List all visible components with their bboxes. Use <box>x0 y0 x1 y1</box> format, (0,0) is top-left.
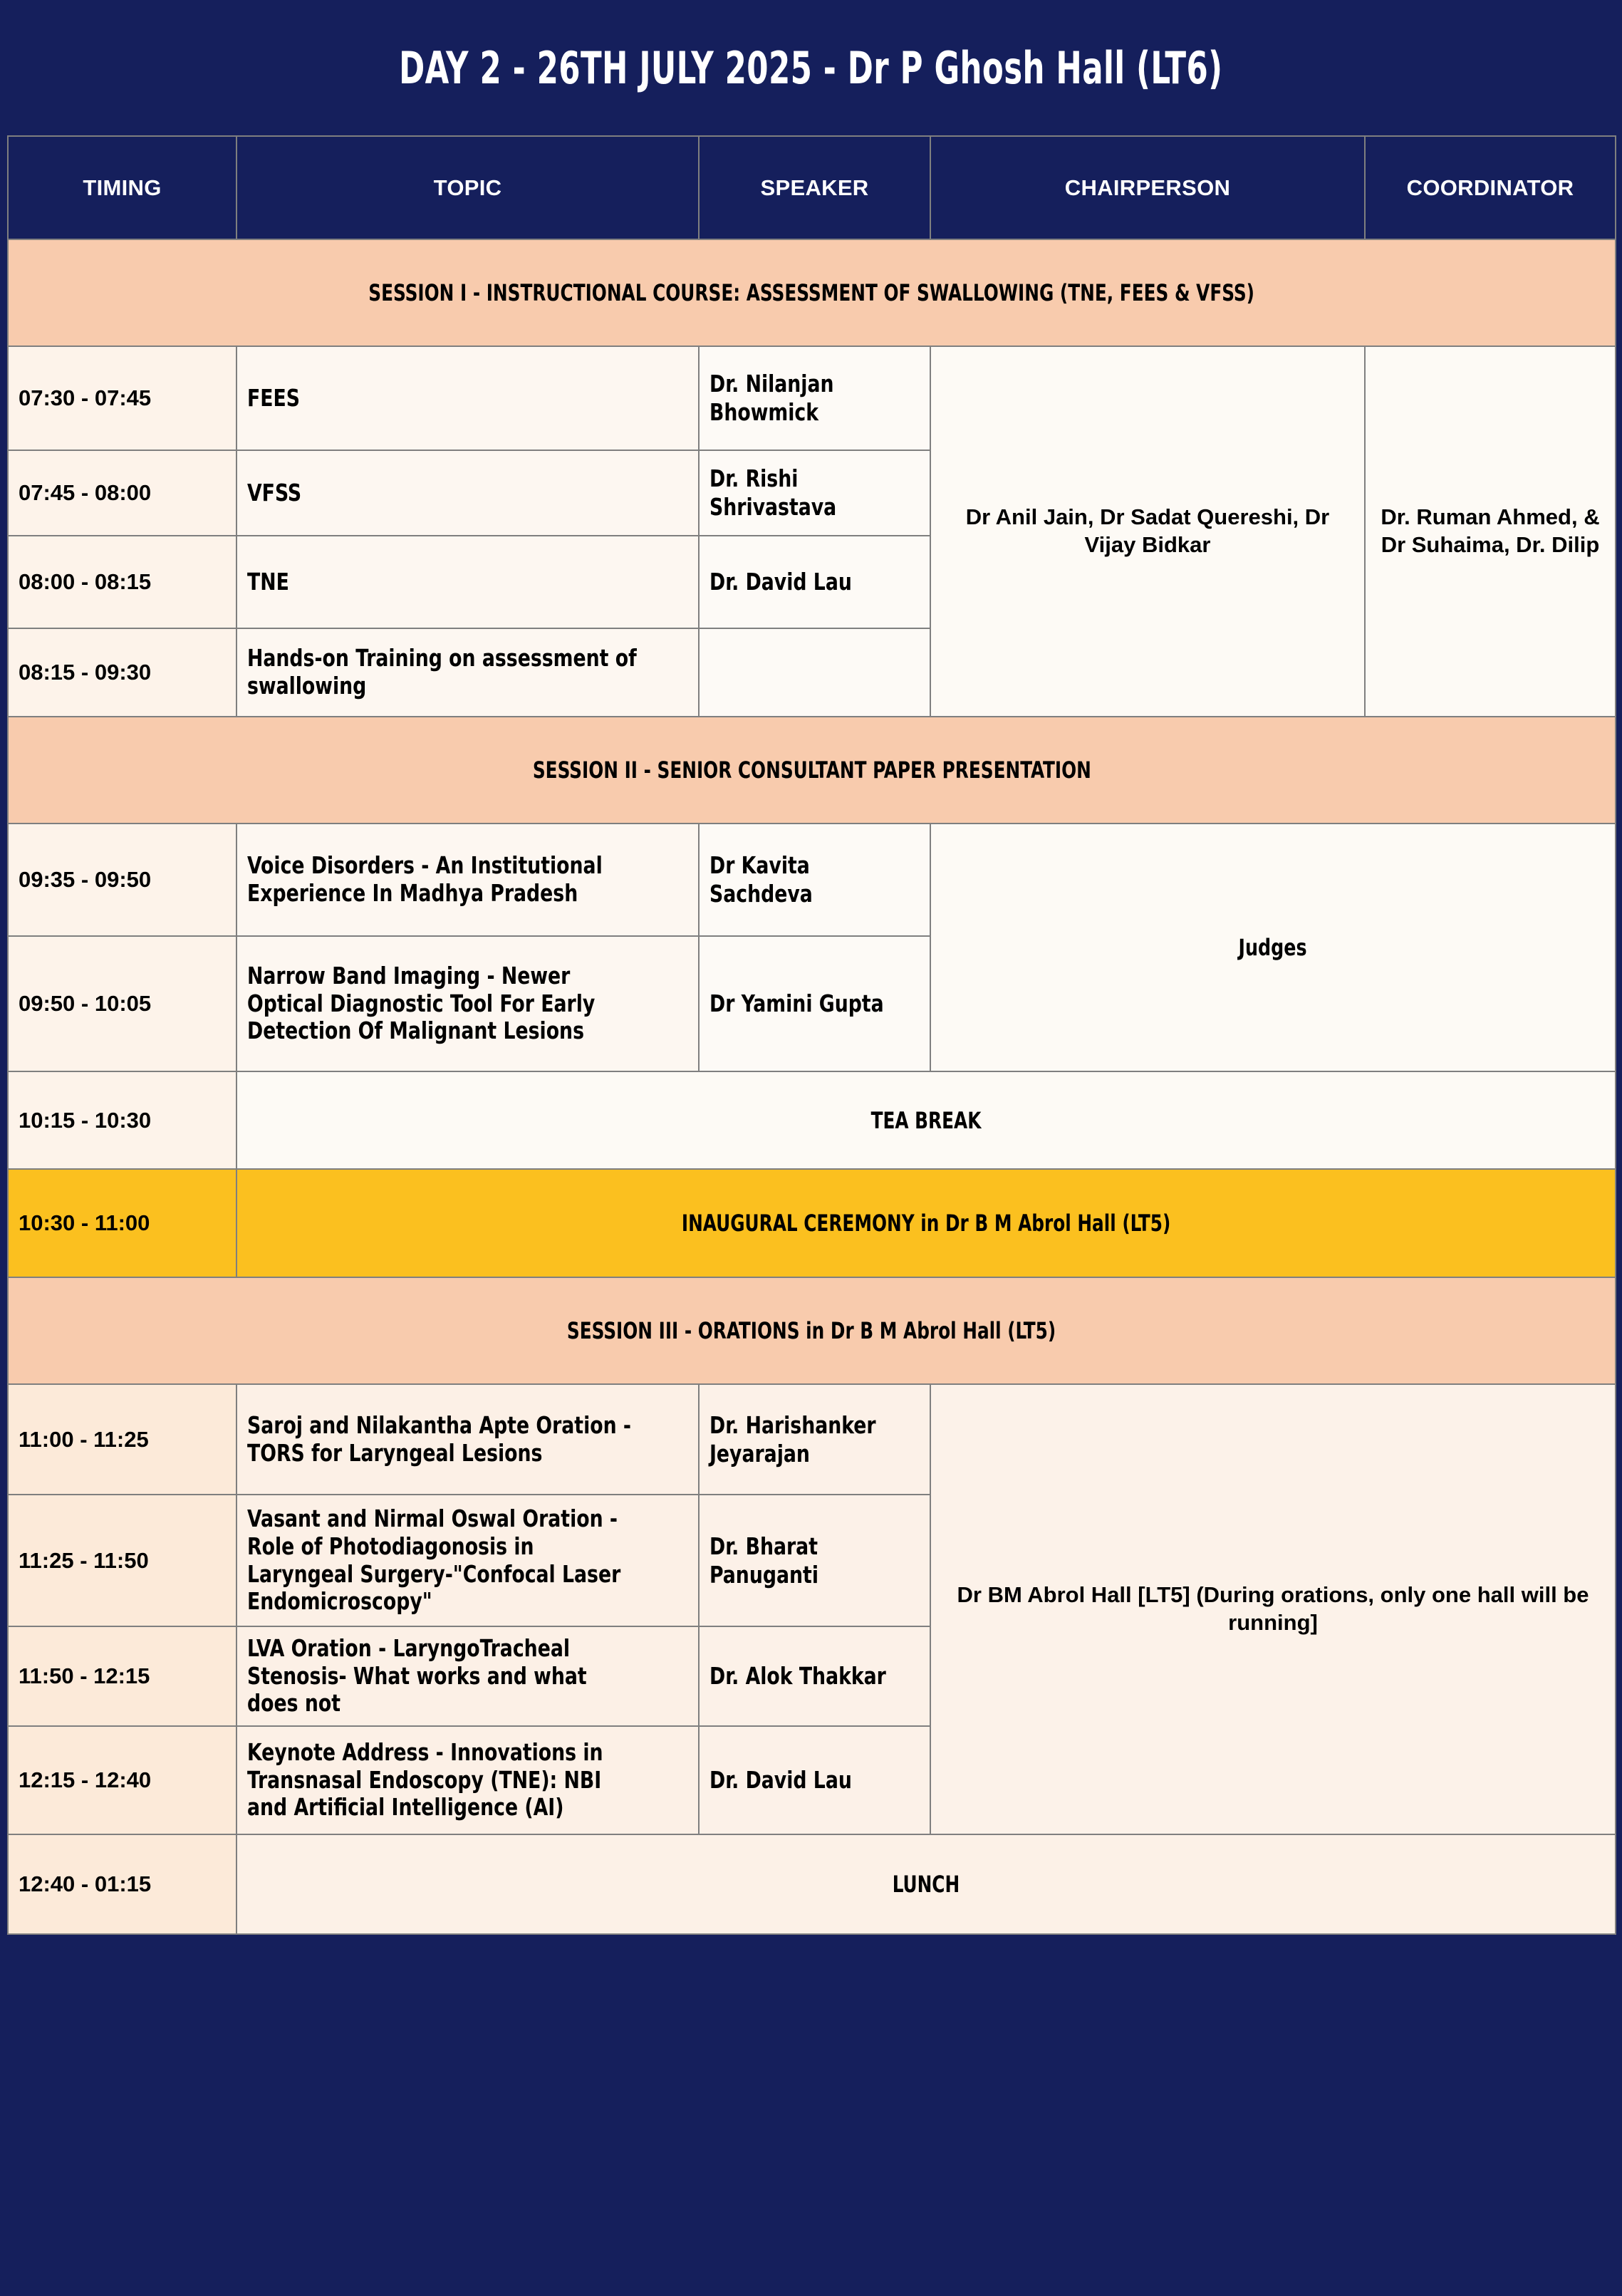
cell-timing: 11:50 - 12:15 <box>8 1626 236 1726</box>
session-1-band-label: SESSION I - INSTRUCTIONAL COURSE: ASSESSMENT OF SWALLOWING (TNE, FEES & VFSS) <box>368 279 1255 306</box>
cell-coordinator: Dr. Ruman Ahmed, & Dr Suhaima, Dr. Dilip <box>1365 346 1616 717</box>
session-3-band-label: SESSION III - ORATIONS in Dr B M Abrol Hall (LT5) <box>567 1317 1056 1344</box>
page-title: DAY 2 - 26TH JULY 2025 - Dr P Ghosh Hall (LT6) <box>399 41 1223 94</box>
tea-break-row <box>8 1071 1616 1169</box>
cell-speaker: Dr. Harishanker Jeyarajan <box>699 1384 930 1495</box>
table-row <box>8 1384 1616 1495</box>
cell-topic: Vasant and Nirmal Oswal Oration - Role of Photodiagonosis in Laryngeal Surgery-"Confocal Laser Endomicroscopy" <box>236 1495 699 1626</box>
cell-topic: Saroj and Nilakantha Apte Oration - TORS for Laryngeal Lesions <box>236 1384 699 1495</box>
cell-topic: Hands-on Training on assessment of swallowing <box>236 628 699 717</box>
cell-judges: Judges <box>930 824 1616 1071</box>
column-header-speaker: SPEAKER <box>699 136 930 239</box>
cell-chairperson: Dr Anil Jain, Dr Sadat Quereshi, Dr Vijay Bidkar <box>930 346 1365 717</box>
cell-timing: 10:15 - 10:30 <box>8 1071 236 1169</box>
session-1-band <box>8 239 1616 346</box>
session-2-band <box>8 717 1616 824</box>
table-row <box>8 824 1616 936</box>
schedule-table-wrapper <box>0 135 1622 1943</box>
schedule-table <box>7 135 1616 1935</box>
cell-timing: 11:00 - 11:25 <box>8 1384 236 1495</box>
title-banner <box>0 0 1622 135</box>
column-header-row <box>8 136 1616 239</box>
cell-timing: 07:30 - 07:45 <box>8 346 236 450</box>
inaugural-row <box>8 1169 1616 1277</box>
cell-speaker: Dr. Alok Thakkar <box>699 1626 930 1726</box>
cell-topic: TNE <box>236 536 699 628</box>
cell-speaker <box>699 628 930 717</box>
column-header-coordinator: COORDINATOR <box>1365 136 1616 239</box>
table-body <box>8 239 1616 1934</box>
cell-speaker: Dr. Rishi Shrivastava <box>699 450 930 536</box>
table-row <box>8 346 1616 450</box>
cell-speaker: Dr. David Lau <box>699 536 930 628</box>
cell-timing: 11:25 - 11:50 <box>8 1495 236 1626</box>
cell-timing: 12:15 - 12:40 <box>8 1726 236 1834</box>
cell-venue-note: Dr BM Abrol Hall [LT5] (During orations, only one hall will be running] <box>930 1384 1616 1834</box>
cell-lunch: LUNCH <box>236 1834 1616 1934</box>
session-1-band-row <box>8 239 1616 346</box>
cell-speaker: Dr. Nilanjan Bhowmick <box>699 346 930 450</box>
column-header-timing: TIMING <box>8 136 236 239</box>
session-2-band-label: SESSION II - SENIOR CONSULTANT PAPER PRESENTATION <box>532 757 1091 784</box>
cell-topic: Narrow Band Imaging - Newer Optical Diagnostic Tool For Early Detection Of Malignant Lesions <box>236 936 699 1071</box>
cell-speaker: Dr Kavita Sachdeva <box>699 824 930 936</box>
cell-topic: VFSS <box>236 450 699 536</box>
cell-topic: LVA Oration - LaryngoTracheal Stenosis- What works and what does not <box>236 1626 699 1726</box>
cell-timing: 10:30 - 11:00 <box>8 1169 236 1277</box>
cell-timing: 08:15 - 09:30 <box>8 628 236 717</box>
session-3-band-row <box>8 1277 1616 1384</box>
cell-speaker: Dr. Bharat Panuganti <box>699 1495 930 1626</box>
cell-speaker: Dr. David Lau <box>699 1726 930 1834</box>
cell-inaugural-ceremony: INAUGURAL CEREMONY in Dr B M Abrol Hall (LT5) <box>236 1169 1616 1277</box>
cell-timing: 08:00 - 08:15 <box>8 536 236 628</box>
lunch-row <box>8 1834 1616 1934</box>
cell-topic: FEES <box>236 346 699 450</box>
column-header-chairperson: CHAIRPERSON <box>930 136 1365 239</box>
cell-timing: 07:45 - 08:00 <box>8 450 236 536</box>
session-3-band <box>8 1277 1616 1384</box>
cell-topic: Voice Disorders - An Institutional Experience In Madhya Pradesh <box>236 824 699 936</box>
cell-speaker: Dr Yamini Gupta <box>699 936 930 1071</box>
cell-timing: 09:50 - 10:05 <box>8 936 236 1071</box>
cell-timing: 12:40 - 01:15 <box>8 1834 236 1934</box>
cell-topic: Keynote Address - Innovations in Transnasal Endoscopy (TNE): NBI and Artificial Intelligence (AI) <box>236 1726 699 1834</box>
session-2-band-row <box>8 717 1616 824</box>
cell-tea-break: TEA BREAK <box>236 1071 1616 1169</box>
table-head <box>8 136 1616 239</box>
column-header-topic: TOPIC <box>236 136 699 239</box>
cell-timing: 09:35 - 09:50 <box>8 824 236 936</box>
